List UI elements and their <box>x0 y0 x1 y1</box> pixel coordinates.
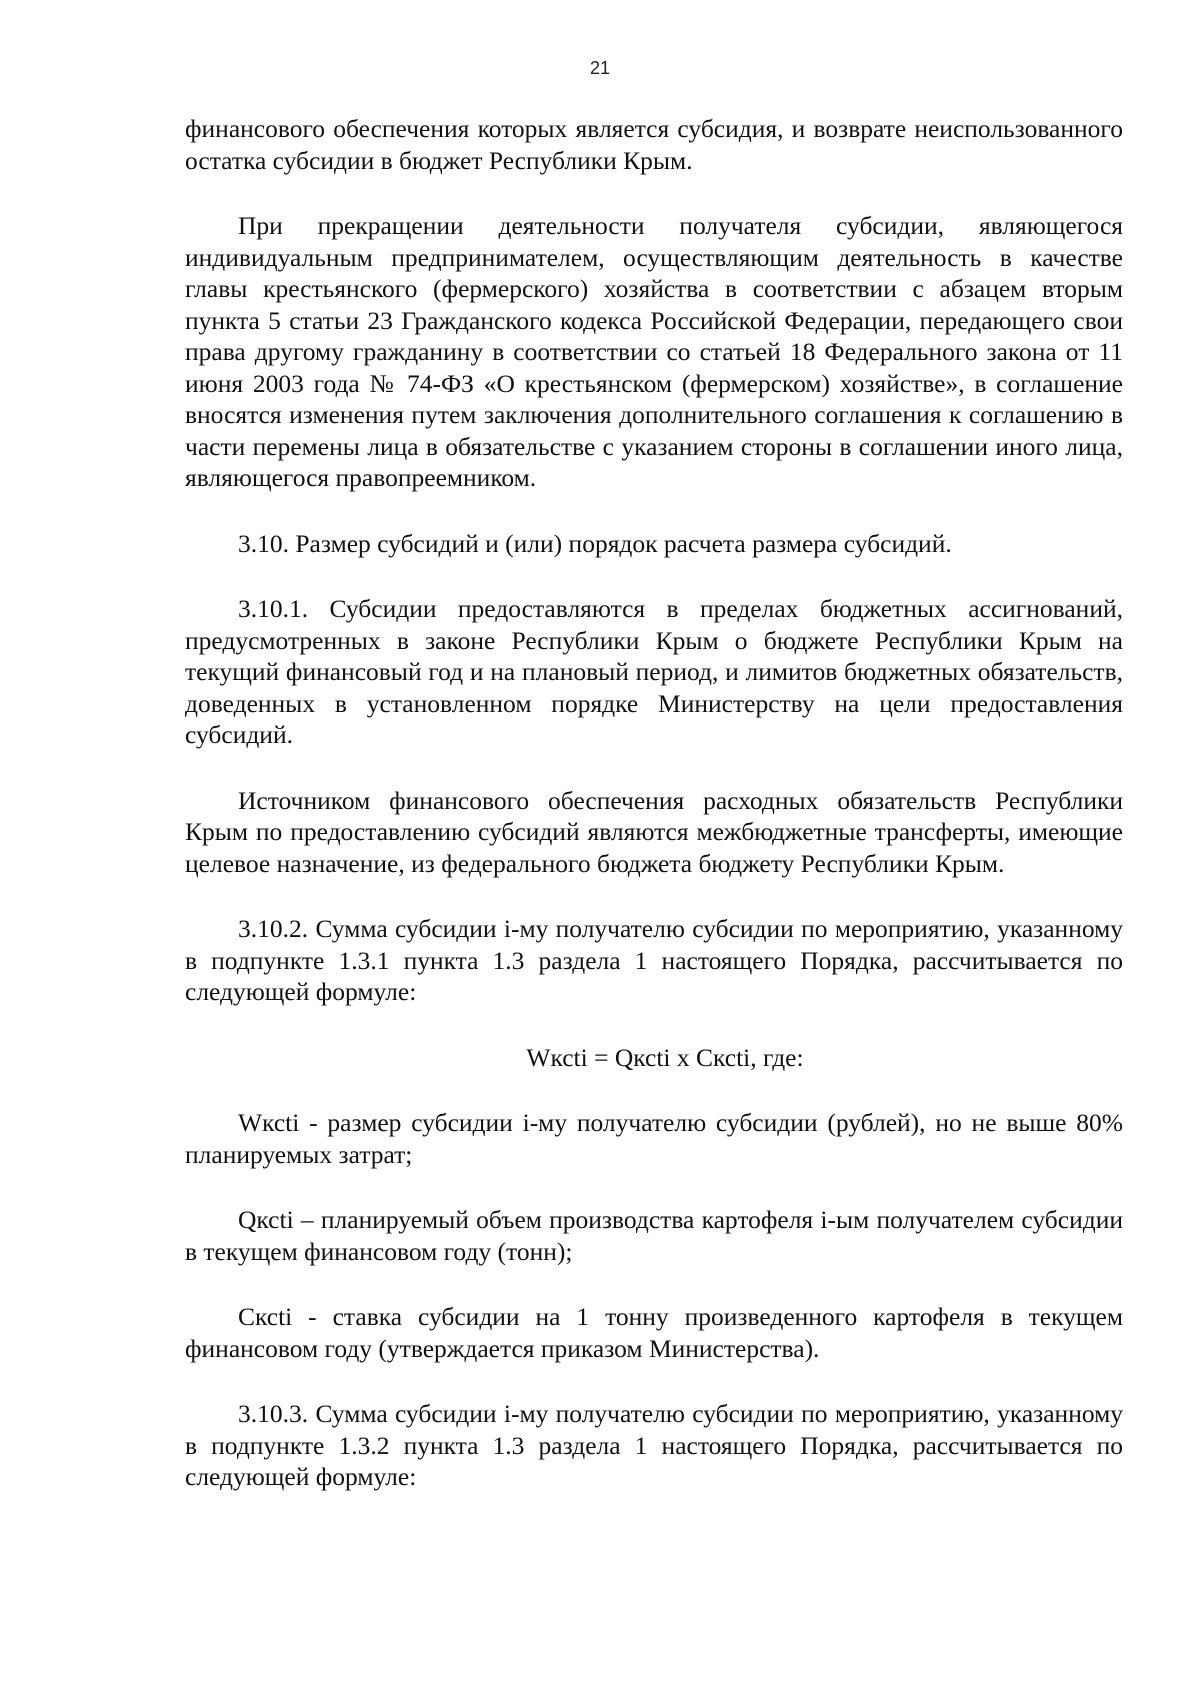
paragraph-gap <box>185 176 1123 210</box>
paragraph-gap <box>185 1073 1123 1107</box>
paragraph-gap <box>185 494 1123 528</box>
definition-q: Qксti – планируемый объем производства картофеля i-ым получателем субсидии в текущем финансовом году (тонн); <box>185 1205 1123 1266</box>
paragraph-gap <box>185 879 1123 913</box>
paragraph-gap <box>185 1364 1123 1398</box>
paragraph-termination-of-activity: При прекращении деятельности получателя субсидии, являющегося индивидуальным предпринимателем, осуществляющим деятельность в качестве главы крестьянского (фермерского) хозяйства в соответствии с абзацем вторым пункта 5 статьи 23 Гражданского кодекса Российской Федерации, передающего свои права другому гражданину в соответствии со статьей 18 Федерального закона от 11 июня 2003 года № 74-ФЗ «О крестьянском (фермерском) хозяйстве», в соглашение вносятся изменения путем заключения дополнительного соглашения к соглашению в части перемены лица в обязательстве с указанием стороны в соглашении иного лица, являющегося правопреемником. <box>185 211 1123 492</box>
paragraph-gap <box>185 1008 1123 1042</box>
paragraph-gap <box>185 559 1123 593</box>
definition-c: Сксti - ставка субсидии на 1 тонну произведенного картофеля в текущем финансовом году (утверждается приказом Министерства). <box>185 1302 1123 1363</box>
page-number: 21 <box>589 58 611 78</box>
paragraph-gap <box>185 1170 1123 1204</box>
formula-subsidy-amount: Wксti = Qксti х Сксti, где: <box>526 1042 804 1072</box>
paragraph-gap <box>185 1267 1123 1301</box>
paragraph-funding-source: Источником финансового обеспечения расходных обязательств Республики Крым по предоставлению субсидий являются межбюджетные трансферты, имеющие целевое назначение, из федерального бюджета бюджету Республики Крым. <box>185 785 1123 878</box>
paragraph-3-10-3: 3.10.3. Сумма субсидии i-му получателю субсидии по мероприятию, указанному в подпункте 1.3.2 пункта 1.3 раздела 1 настоящего Порядка, рассчитывается по следующей формуле: <box>185 1399 1123 1491</box>
section-heading-3-10: 3.10. Размер субсидий и (или) порядок расчета размера субсидий. <box>238 528 952 558</box>
paragraph-gap <box>185 751 1123 785</box>
paragraph-3-10-2: 3.10.2. Сумма субсидии i-му получателю субсидии по мероприятию, указанному в подпункте 1.3.1 пункта 1.3 раздела 1 настоящего Порядка, рассчитывается по следующей формуле: <box>185 914 1123 1006</box>
paragraph-continuation: финансового обеспечения которых является субсидия, и возврате неиспользованного остатка субсидии в бюджет Республики Крым. <box>185 114 1123 175</box>
paragraph-3-10-1: 3.10.1. Субсидии предоставляются в пределах бюджетных ассигнований, предусмотренных в законе Республики Крым о бюджете Республики Крым на текущий финансовый год и на плановый период, и лимитов бюджетных обязательств, доведенных в установленном порядке Министерству на цели предоставления субсидий. <box>185 594 1123 749</box>
definition-w: Wксti - размер субсидии i-му получателю субсидии (рублей), но не выше 80% планируемых затрат; <box>185 1108 1123 1169</box>
document-body <box>185 113 1123 1493</box>
